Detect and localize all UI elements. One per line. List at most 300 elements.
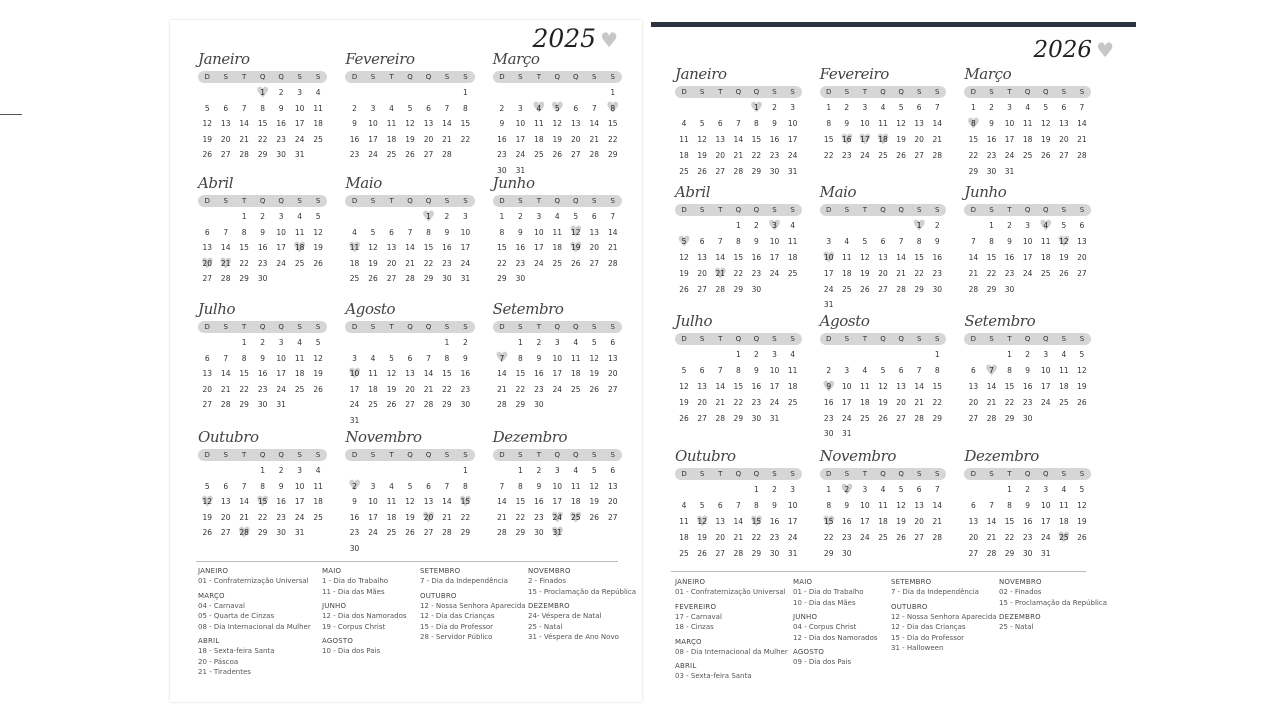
day-number: 5 [407,481,413,491]
day-number: 29 [239,274,249,284]
day-number: 13 [1059,118,1069,128]
day-cell [364,525,382,541]
weekday-label: S [297,451,302,459]
day-number: 28 [733,166,744,176]
day-cell [784,530,802,546]
day-cell [604,494,622,510]
day-number: 10 [823,252,834,262]
day-number: 15 [460,119,471,129]
day-number: 11 [679,134,689,144]
month-junho [964,181,1091,310]
day-cell [747,546,765,562]
day-cell [272,147,290,163]
day-cell [253,382,271,398]
day-number: 16 [257,243,268,253]
day-cell [928,218,946,234]
day-number: 25 [313,512,323,522]
day-cell [765,363,783,379]
day-number: 17 [860,134,870,144]
month-julho [198,298,327,426]
day-cell [585,351,603,367]
day-number: 29 [823,548,834,558]
day-cell [272,382,290,398]
day-cell [1055,482,1073,498]
weekday-label: S [772,470,777,478]
day-cell [1055,100,1073,116]
day-number: 16 [1004,252,1015,262]
day-cell [874,530,892,546]
day-number: 12 [405,497,415,507]
day-number: 4 [536,103,542,113]
day-cell [585,240,603,256]
day-number: 12 [860,252,870,262]
day-number: 13 [715,134,725,144]
day-cell [567,256,585,272]
day-number: 27 [697,284,707,294]
day-cell [1073,234,1091,250]
day-cell [910,116,928,132]
day-cell [784,250,802,266]
day-grid [964,347,1091,426]
day-cell [693,530,711,546]
day-cell [530,510,548,526]
day-grid [493,335,622,413]
day-cell [1019,411,1037,427]
weekday-label: T [718,88,723,96]
day-number: 12 [896,500,906,510]
day-number: 13 [968,516,979,526]
empty-day [711,100,729,116]
day-number: 7 [735,118,741,128]
holiday-entry: 1 - Dia do Trabalho [322,577,389,585]
holiday-day [530,101,548,117]
day-cell [419,256,437,272]
day-number: 22 [515,512,526,522]
day-cell [1073,514,1091,530]
weekday-label: S [916,335,922,343]
day-number: 8 [916,236,922,246]
day-cell [567,132,585,148]
day-cell [511,116,529,132]
day-cell [456,256,474,272]
day-cell [729,546,747,562]
day-number: 9 [536,481,542,491]
day-number: 26 [405,150,415,160]
day-number: 20 [571,134,581,144]
holiday-entry: 15 - Proclamação da República [528,587,636,596]
day-number: 21 [715,268,725,278]
day-number: 13 [607,481,618,491]
day-number: 9 [536,353,542,363]
day-number: 4 [389,103,394,113]
empty-day [585,85,603,101]
day-cell [711,363,729,379]
day-number: 20 [1059,134,1069,144]
day-cell [438,494,456,510]
day-number: 20 [220,134,231,144]
weekday-label: S [518,323,523,331]
empty-day [216,209,234,225]
day-cell [272,225,290,241]
day-cell [892,514,910,530]
day-number: 21 [896,268,906,278]
day-cell [604,366,622,382]
day-cell [272,256,290,272]
holiday-month: DEZEMBRO [999,613,1041,621]
day-cell [401,256,419,272]
empty-day [964,482,982,498]
day-number: 4 [790,221,795,230]
day-cell [290,116,308,132]
day-number: 31 [294,528,305,538]
day-cell [693,363,711,379]
day-cell [928,100,946,116]
day-cell [1037,100,1055,116]
weekday-label: S [297,73,302,81]
day-cell [567,147,585,163]
day-number: 27 [220,528,231,538]
empty-day [235,463,253,479]
empty-day [838,218,856,234]
day-number: 15 [442,369,452,379]
day-cell [747,148,765,164]
day-number: 21 [239,134,249,144]
day-cell [838,363,856,379]
day-number: 31 [787,166,798,176]
day-cell [364,240,382,256]
day-cell [253,147,271,163]
day-cell [345,510,363,526]
day-cell [693,250,711,266]
day-cell [1055,148,1073,164]
day-number: 7 [241,481,247,491]
day-cell [784,100,802,116]
empty-day [493,463,511,479]
day-number: 27 [423,528,434,538]
weekday-label: Q [278,323,284,331]
day-number: 11 [842,252,852,262]
day-number: 17 [769,381,780,391]
weekday-label: S [916,206,922,214]
day-cell [838,514,856,530]
day-number: 7 [444,481,450,491]
day-cell [585,132,603,148]
day-number: 5 [554,103,560,113]
day-number: 24 [823,284,834,294]
day-number: 21 [733,532,744,542]
day-cell [548,240,566,256]
day-cell [982,514,1000,530]
day-number: 4 [790,350,795,359]
day-number: 17 [1040,381,1051,391]
day-cell [784,132,802,148]
day-cell [1019,395,1037,411]
day-number: 23 [842,532,852,542]
weekday-label: T [389,451,394,459]
day-cell [892,100,910,116]
day-number: 25 [534,150,544,160]
day-number: 14 [442,119,452,129]
weekday-label: S [1061,206,1067,214]
day-number: 16 [1022,381,1033,391]
holiday-month: DEZEMBRO [528,602,570,610]
day-cell [1001,266,1019,282]
day-number: 14 [239,497,249,507]
day-cell [928,266,946,282]
day-cell [892,282,910,298]
day-number: 31 [1040,548,1051,558]
day-number: 23 [751,397,762,407]
day-number: 14 [932,118,943,128]
day-cell [364,101,382,117]
day-cell [511,209,529,225]
day-cell [235,101,253,117]
day-number: 9 [826,381,832,391]
weekday-label: S [610,73,615,81]
day-number: 9 [754,365,759,375]
day-number: 5 [370,227,376,237]
empty-day [419,85,437,101]
day-number: 29 [460,528,471,538]
day-cell [364,132,382,148]
day-number: 16 [515,243,526,253]
day-number: 13 [914,118,924,128]
day-number: 22 [986,268,997,278]
day-cell [1001,395,1019,411]
day-number: 11 [349,243,360,253]
day-cell [982,379,1000,395]
weekday-label: Q [753,470,760,478]
day-number: 29 [515,528,526,538]
day-cell [1037,347,1055,363]
day-number: 29 [607,150,618,160]
month-name: Abril [198,174,234,192]
day-number: 25 [787,397,798,407]
day-number: 10 [349,369,360,379]
day-number: 16 [1022,516,1033,526]
month-novembro [345,426,474,554]
weekday-label: Q [753,88,760,96]
day-cell [1001,282,1019,298]
day-number: 15 [932,381,943,391]
day-cell [456,85,474,101]
day-cell [493,116,511,132]
weekday-label: S [463,197,468,205]
holiday-day [216,256,234,272]
day-number: 19 [589,497,600,507]
day-cell [456,240,474,256]
empty-day [438,463,456,479]
empty-day [711,347,729,363]
day-cell [530,132,548,148]
day-number: 30 [497,165,507,175]
empty-day [364,209,382,225]
day-cell [216,494,234,510]
day-cell [765,498,783,514]
day-number: 5 [591,338,597,347]
day-number: 6 [916,485,922,494]
month-name: Janeiro [675,65,727,83]
day-number: 9 [1025,500,1031,510]
day-cell [401,525,419,541]
weekday-header [675,468,802,480]
day-number: 24 [842,413,852,423]
holiday-day [747,100,765,116]
empty-day [675,100,693,116]
day-number: 1 [826,485,832,494]
weekday-label: D [499,451,505,459]
day-number: 29 [239,400,249,410]
calendar-page-2025 [170,20,642,702]
day-number: 14 [442,497,452,507]
day-number: 9 [260,353,266,363]
day-number: 12 [1040,118,1051,128]
day-cell [675,514,693,530]
day-cell [585,335,603,351]
day-number: 27 [968,413,979,423]
day-number: 31 [515,165,526,175]
day-number: 22 [497,258,507,268]
day-cell [345,525,363,541]
day-cell [309,256,327,272]
day-number: 20 [896,397,906,407]
holiday-day [1037,218,1055,234]
day-number: 3 [297,88,302,97]
day-cell [1001,132,1019,148]
day-number: 7 [223,353,229,363]
weekday-label: T [1007,335,1012,343]
day-number: 5 [573,212,579,221]
day-number: 14 [715,252,725,262]
day-number: 30 [986,166,997,176]
day-number: 7 [970,236,976,246]
weekday-label: S [592,451,597,459]
weekday-label: Q [554,323,561,331]
holiday-month: JUNHO [322,602,347,610]
day-number: 30 [751,284,762,294]
day-number: 24 [368,528,378,538]
day-number: 6 [426,103,431,113]
day-grid [345,85,474,163]
day-cell [892,411,910,427]
day-number: 13 [589,227,600,237]
day-cell [838,282,856,298]
day-number: 30 [769,548,780,558]
day-cell [235,240,253,256]
day-cell [216,132,234,148]
weekday-label: T [536,323,541,331]
day-cell [910,482,928,498]
month-agosto [345,298,474,426]
day-number: 15 [823,516,834,526]
day-number: 29 [751,548,762,558]
day-cell [309,351,327,367]
weekday-header [964,333,1091,345]
day-number: 23 [986,150,997,160]
day-number: 28 [220,274,231,284]
day-cell [272,116,290,132]
day-cell [272,351,290,367]
day-number: 24 [349,400,360,410]
day-number: 10 [1040,500,1051,510]
day-cell [892,234,910,250]
day-number: 8 [754,500,759,510]
holiday-column [999,577,1109,682]
day-number: 16 [349,134,360,144]
holiday-entry: 10 - Dia das Mães [793,598,856,607]
day-number: 24 [1040,532,1051,542]
day-cell [309,132,327,148]
weekday-label: T [242,451,247,459]
day-number: 1 [499,212,505,221]
day-cell [290,366,308,382]
holiday-entry: 24- Véspera de Natal [528,612,602,620]
holiday-entry: 21 - Tiradentes [198,668,251,676]
day-cell [493,256,511,272]
day-cell [856,266,874,282]
weekday-label: D [499,323,505,331]
weekday-header [198,321,327,333]
day-number: 6 [204,353,210,363]
day-cell [729,218,747,234]
day-number: 10 [769,365,780,375]
day-number: 30 [460,400,471,410]
empty-day [910,347,928,363]
day-number: 11 [386,497,397,507]
weekday-label: Q [407,451,413,459]
day-number: 17 [276,369,286,379]
day-cell [964,234,982,250]
day-cell [964,363,982,379]
weekday-label: T [242,197,247,205]
day-cell [1073,379,1091,395]
day-cell [820,482,838,498]
month-agosto [820,310,947,445]
holiday-month: JANEIRO [198,567,229,575]
day-number: 31 [769,413,780,423]
day-number: 4 [1043,221,1049,230]
day-number: 29 [257,528,268,538]
weekday-label: S [315,197,321,205]
holiday-entry: 25 - Natal [999,623,1034,631]
month-abril [198,172,327,298]
day-cell [456,525,474,541]
weekday-label: D [970,335,977,343]
day-cell [1037,234,1055,250]
day-number: 27 [607,512,618,522]
day-cell [567,463,585,479]
day-number: 19 [405,512,415,522]
weekday-label: T [1007,88,1012,96]
day-number: 31 [294,150,305,160]
holiday-month: MARÇO [198,591,225,600]
month-março [492,48,622,175]
day-grid [820,482,947,561]
day-number: 8 [989,236,994,246]
month-name: Agosto [345,300,396,318]
weekday-label: T [862,88,868,96]
day-number: 21 [497,384,507,394]
day-cell [419,147,437,163]
day-number: 5 [898,485,904,494]
day-cell [198,397,216,413]
day-cell [235,209,253,225]
day-cell [838,498,856,514]
weekday-header [675,204,802,216]
holiday-day [765,218,783,234]
day-number: 9 [444,227,450,237]
day-number: 18 [571,369,581,379]
